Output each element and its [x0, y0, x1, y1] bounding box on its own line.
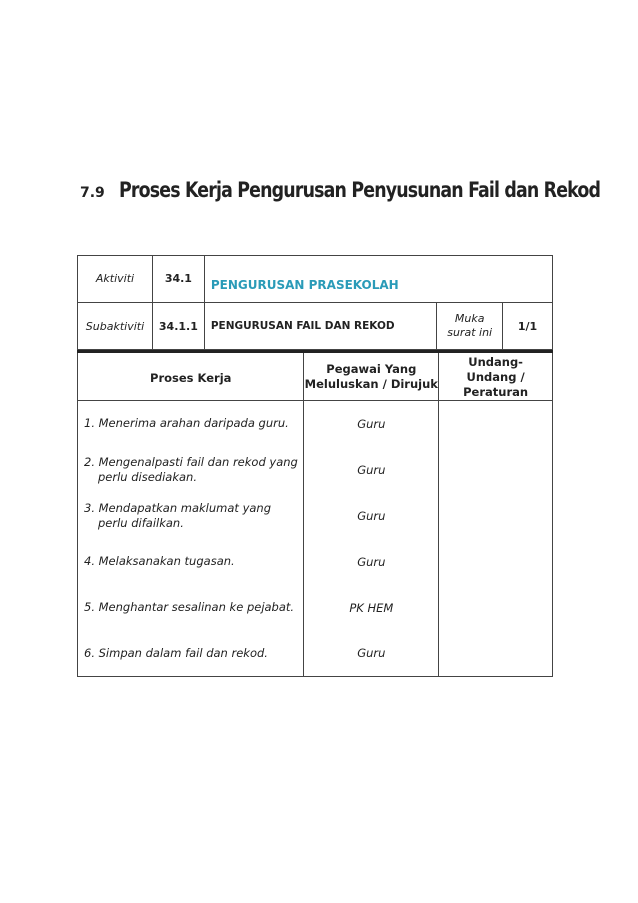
aktiviti-row	[78, 256, 553, 303]
aktiviti-code: 34.1	[152, 256, 204, 303]
process-step-text: 3. Mendapatkan maklumat yang	[84, 500, 272, 515]
col-pegawai-header	[304, 352, 439, 401]
section-heading	[80, 178, 638, 202]
process-table-header	[78, 352, 553, 401]
col-undang-line2: Undang /	[466, 370, 525, 384]
law-cell	[439, 539, 553, 585]
col-undang-line3: Peraturan	[463, 385, 529, 399]
muka-surat-line2: surat ini	[447, 326, 493, 339]
process-step-text: 2. Mengenalpasti fail dan rekod yang	[84, 454, 298, 469]
muka-surat-label	[437, 303, 503, 350]
approver-cell: Guru	[304, 447, 439, 493]
approver-cell: Guru	[304, 401, 439, 447]
col-pegawai-line2: Meluluskan / Dirujuk	[304, 376, 438, 391]
law-cell	[439, 631, 553, 677]
subaktiviti-code: 34.1.1	[152, 303, 204, 350]
activity-header-table	[77, 255, 553, 350]
page-value: 1/1	[503, 303, 553, 350]
process-step	[78, 585, 304, 631]
process-step	[78, 447, 304, 493]
approver-cell: Guru	[304, 493, 439, 539]
subaktiviti-name: PENGURUSAN FAIL DAN REKOD	[204, 303, 436, 350]
law-cell	[439, 401, 553, 447]
table-row	[78, 493, 553, 539]
table-row	[78, 631, 553, 677]
approver-cell: PK HEM	[304, 585, 439, 631]
subaktiviti-row	[78, 303, 553, 350]
table-row	[78, 401, 553, 447]
approver-cell: Guru	[304, 631, 439, 677]
process-step-text: 4. Melaksanakan tugasan.	[84, 554, 235, 568]
process-step-text: 6. Simpan dalam fail dan rekod.	[84, 645, 268, 660]
process-step	[78, 539, 304, 585]
table-row	[78, 585, 553, 631]
col-undang-header	[439, 352, 553, 401]
process-step	[78, 493, 304, 539]
process-step-text: 1. Menerima arahan daripada guru.	[84, 416, 289, 431]
process-step	[78, 401, 304, 447]
aktiviti-label: Aktiviti	[78, 256, 153, 303]
law-cell	[439, 447, 553, 493]
section-number: 7.9	[80, 185, 105, 201]
process-step-text: 5. Menghantar sesalinan ke pejabat.	[84, 600, 295, 614]
col-proses-kerja-header: Proses Kerja	[78, 352, 304, 401]
muka-surat-line1: Muka	[454, 312, 485, 325]
table-row	[78, 539, 553, 585]
law-cell	[439, 585, 553, 631]
aktiviti-name: PENGURUSAN PRASEKOLAH	[210, 278, 399, 292]
col-undang-line1: Undang-	[468, 355, 523, 369]
subaktiviti-label: Subaktiviti	[78, 303, 153, 350]
aktiviti-name-cell	[204, 256, 552, 303]
approver-cell: Guru	[304, 539, 439, 585]
col-pegawai-line1: Pegawai Yang	[326, 361, 417, 376]
process-step	[78, 631, 304, 677]
process-table	[77, 350, 553, 677]
table-row	[78, 447, 553, 493]
law-cell	[439, 493, 553, 539]
process-step-text-cont: perlu difailkan.	[98, 515, 184, 530]
process-step-text-cont: perlu disediakan.	[98, 469, 197, 484]
section-title: Proses Kerja Pengurusan Penyusunan Fail dan Rekod	[118, 178, 600, 202]
